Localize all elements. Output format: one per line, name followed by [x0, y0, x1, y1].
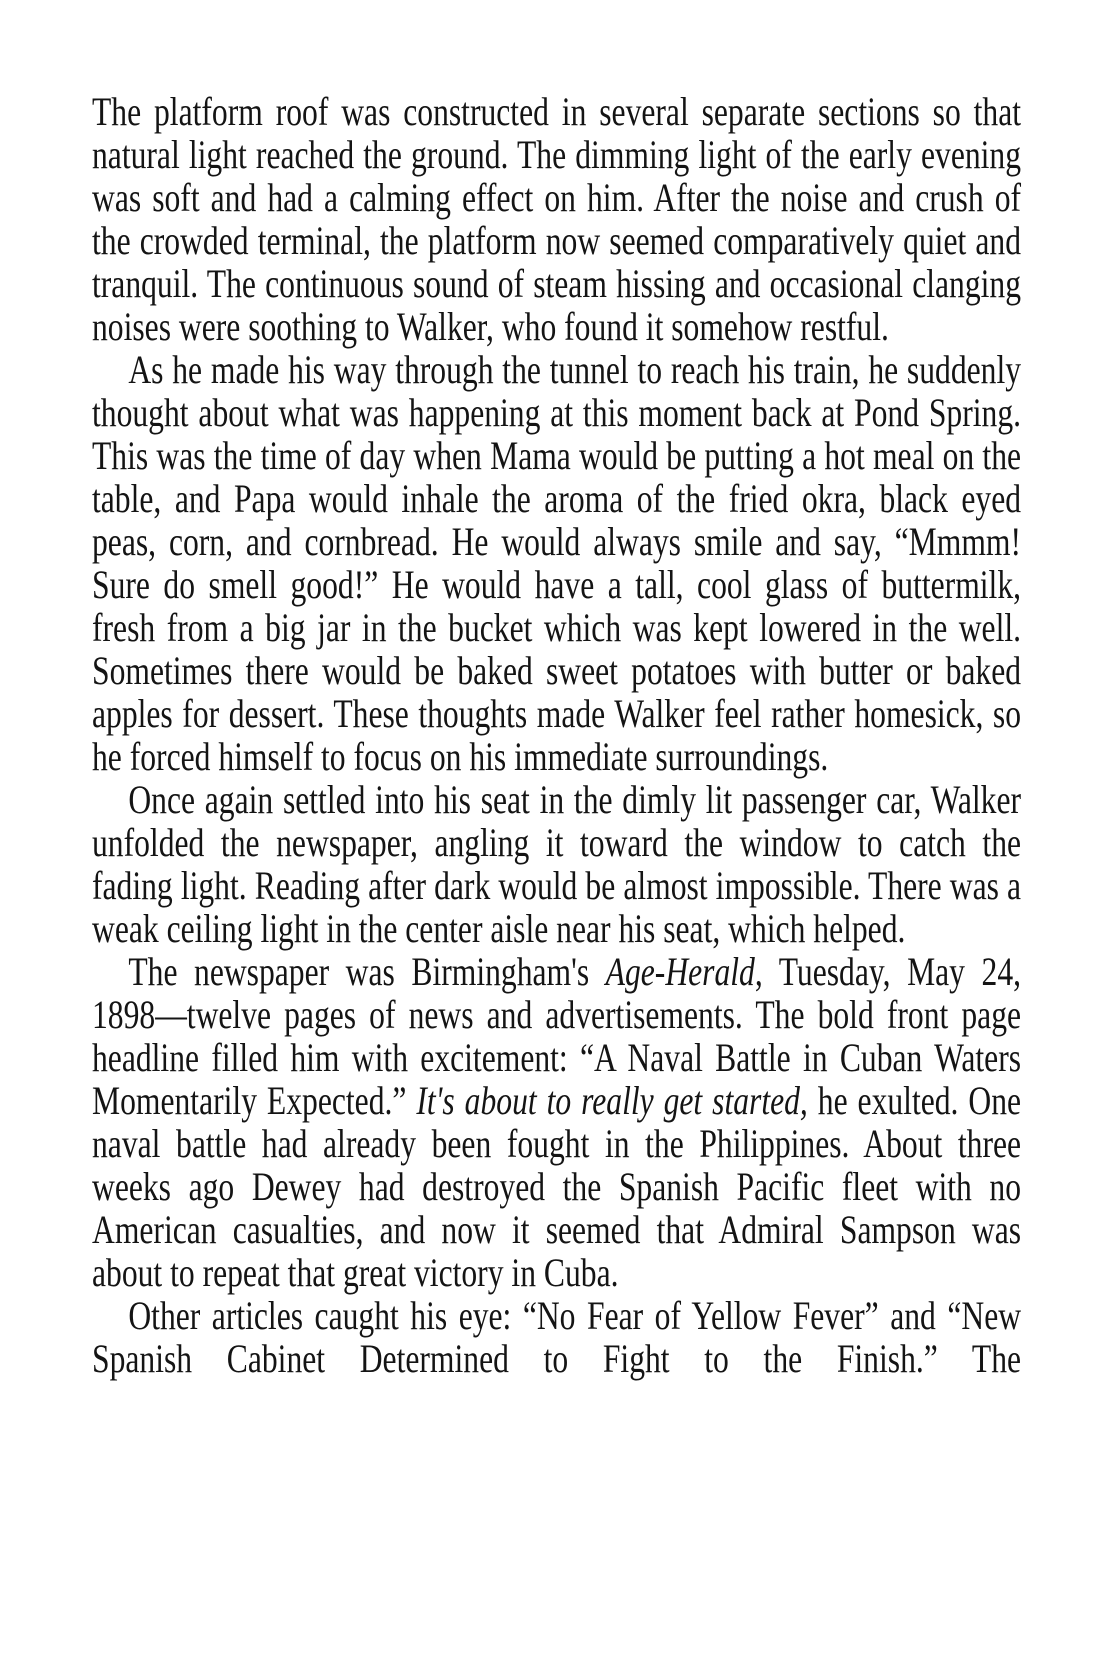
text-run: , Tuesday, May 24, 1898—twelve pages of news and advertisements. The bold front page headline filled him with excitement: “A Naval Battle in Cuban Waters Momentarily Expected.” — [92, 949, 1022, 1123]
paragraph-5 — [92, 1294, 1021, 1380]
text-run-italic-thought: It's about to really get started, — [416, 1078, 808, 1123]
text-run-italic-newspaper-title: Age-Herald — [605, 949, 755, 994]
text-run: Other articles caught his eye: “No Fear of Yellow Fever” and “New Spanish Cabinet Determined to Fight to the Finish.” The — [92, 1293, 1022, 1381]
paragraph-1 — [92, 90, 1021, 348]
page-text — [92, 90, 1021, 1380]
text-run: Once again settled into his seat in the dimly lit passenger car, Walker unfolded the newspaper, angling it toward the window to catch the fading light. Reading after dark would be almost impossible. There was a weak ceiling light in the center aisle near his seat, which helped. — [92, 777, 1022, 951]
text-run: As he made his way through the tunnel to reach his train, he suddenly thought about what was happening at this moment back at Pond Spring. This was the time of day when Mama would be putting a hot meal on the table, and Papa would inhale the aroma of the fried okra, black eyed peas, corn, and cornbread. He would always smile and say, “Mmmm! Sure do smell good!” He would have a tall, cool glass of buttermilk, fresh from a big jar in the bucket which was kept lowered in the well. Sometimes there would be baked sweet potatoes with butter or baked apples for dessert. These thoughts made Walker feel rather homesick, so he forced himself to focus on his immediate surroundings. — [92, 347, 1022, 779]
paragraph-3 — [92, 778, 1021, 950]
paragraph-4 — [92, 950, 1021, 1294]
text-run: The platform roof was constructed in several separate sections so that natural light reached the ground. The dimming light of the early evening was soft and had a calming effect on him. After the noise and crush of the crowded terminal, the platform now seemed comparatively quiet and tranquil. The continuous sound of steam hissing and occasional clanging noises were soothing to Walker, who found it somehow restful. — [92, 89, 1022, 349]
text-run: The newspaper was Birmingham's — [128, 949, 606, 994]
paragraph-2 — [92, 348, 1021, 778]
text-run: he exulted. One naval battle had already been fought in the Philippines. About three weeks ago Dewey had destroyed the Spanish Pacific fleet with no American casualties, and now it seemed that Admiral Sampson was about to repeat that great victory in Cuba. — [92, 1078, 1022, 1295]
